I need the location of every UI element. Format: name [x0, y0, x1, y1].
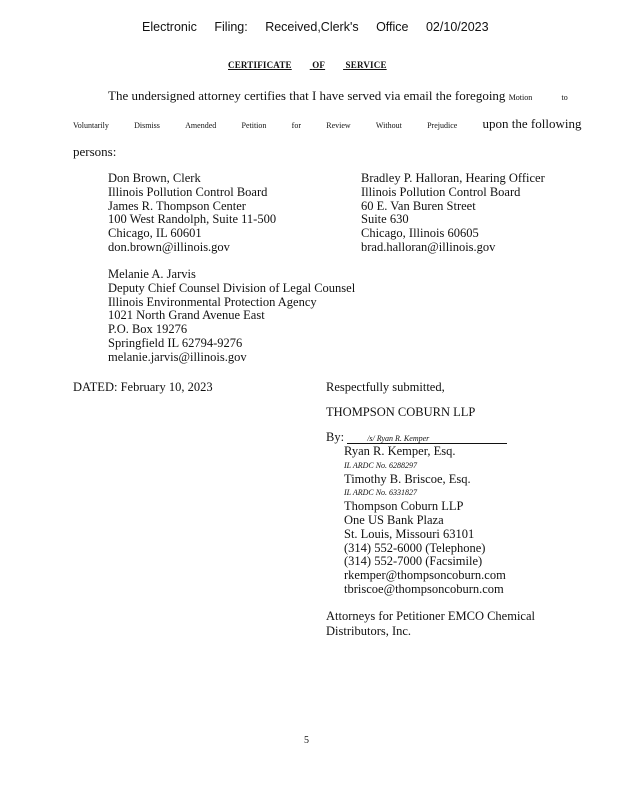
- signature-block: [326, 380, 535, 639]
- address-line: Thompson Coburn LLP: [344, 499, 464, 514]
- title-word: OF: [312, 60, 326, 70]
- attorney-name: Timothy B. Briscoe, Esq.: [344, 471, 471, 486]
- intro-line-2: [73, 116, 581, 132]
- email-address: rkemper@thompsoncoburn.com: [344, 568, 506, 583]
- e-signature: /s/ Ryan R. Kemper: [347, 434, 507, 444]
- address-line: James R. Thompson Center: [108, 198, 246, 213]
- header-word: Office: [376, 20, 409, 34]
- intro-small-word: Amended: [185, 121, 217, 130]
- header-date: 02/10/2023: [425, 20, 489, 34]
- recipient-brown: [108, 172, 276, 255]
- intro-small-word: Without: [375, 121, 402, 130]
- recipient-jarvis: [108, 268, 355, 365]
- email-address: melanie.jarvis@illinois.gov: [108, 349, 247, 364]
- address-line: Bradley P. Halloran, Hearing Officer: [361, 171, 545, 185]
- intro-small-word: Voluntarily: [73, 121, 109, 130]
- address-line: Melanie A. Jarvis: [108, 267, 196, 281]
- address-line: Chicago, Illinois 60605: [361, 226, 479, 241]
- intro-small-word: to: [561, 93, 568, 102]
- intro-text: upon the following: [482, 116, 582, 131]
- address-line: St. Louis, Missouri 63101: [344, 526, 475, 541]
- fax-line: (314) 552-7000 (Facsimile): [344, 554, 483, 569]
- address-line: 60 E. Van Buren Street: [361, 198, 476, 213]
- title-word: SERVICE: [345, 60, 387, 70]
- address-line: Illinois Pollution Control Board: [108, 184, 268, 199]
- intro-small-word: for: [291, 121, 301, 130]
- filing-stamp-header: [142, 20, 503, 34]
- attorneys-for-line: Distributors, Inc.: [326, 623, 412, 638]
- address-line: Illinois Pollution Control Board: [361, 184, 521, 199]
- header-word: Electronic: [142, 20, 197, 34]
- phone-line: (314) 552-6000 (Telephone): [344, 540, 486, 555]
- intro-line-1: [108, 88, 568, 104]
- ardc-number: IL ARDC No. 6288297: [344, 460, 418, 470]
- recipient-halloran: [361, 172, 545, 255]
- attorneys-for-line: Attorneys for Petitioner EMCO Chemical: [326, 608, 535, 623]
- attorneys-for: [326, 609, 535, 639]
- address-line: Springfield IL 62794-9276: [108, 335, 243, 350]
- dated-line: DATED: February 10, 2023: [73, 380, 213, 394]
- address-line: Don Brown, Clerk: [108, 171, 201, 185]
- firm-name: THOMPSON COBURN LLP: [326, 405, 476, 419]
- address-line: 1021 North Grand Avenue East: [108, 308, 265, 323]
- attorney-name: Ryan R. Kemper, Esq.: [344, 444, 456, 458]
- intro-small-word: Review: [326, 121, 351, 130]
- attorney-details: [344, 445, 535, 597]
- intro-small-word: Petition: [241, 121, 267, 130]
- ardc-number: IL ARDC No. 6331827: [344, 488, 418, 498]
- header-word: Received,Clerk's: [265, 20, 359, 34]
- address-line: One US Bank Plaza: [344, 512, 444, 527]
- title-word: CERTIFICATE: [228, 60, 292, 70]
- header-word: Filing:: [214, 20, 248, 34]
- intro-small-word: Motion: [508, 93, 533, 102]
- address-line: Chicago, IL 60601: [108, 226, 202, 241]
- document-title: [228, 60, 405, 70]
- by-label: By:: [326, 430, 345, 444]
- intro-text: The undersigned attorney certifies that I have served via email the foregoing: [108, 88, 506, 103]
- intro-line-3: persons:: [73, 144, 117, 159]
- intro-small-word: Prejudice: [427, 121, 458, 130]
- intro-small-word: Dismiss: [134, 121, 160, 130]
- email-address: don.brown@illinois.gov: [108, 239, 230, 254]
- address-line: Deputy Chief Counsel Division of Legal Counsel: [108, 280, 356, 295]
- closing: Respectfully submitted,: [326, 380, 445, 394]
- signature-line: [326, 430, 535, 445]
- address-line: Suite 630: [361, 212, 409, 227]
- email-address: tbriscoe@thompsoncoburn.com: [344, 581, 504, 596]
- address-line: 100 West Randolph, Suite 11-500: [108, 212, 277, 227]
- address-line: Illinois Environmental Protection Agency: [108, 294, 317, 309]
- email-address: brad.halloran@illinois.gov: [361, 239, 496, 254]
- address-line: P.O. Box 19276: [108, 322, 188, 337]
- page-number: 5: [304, 735, 309, 746]
